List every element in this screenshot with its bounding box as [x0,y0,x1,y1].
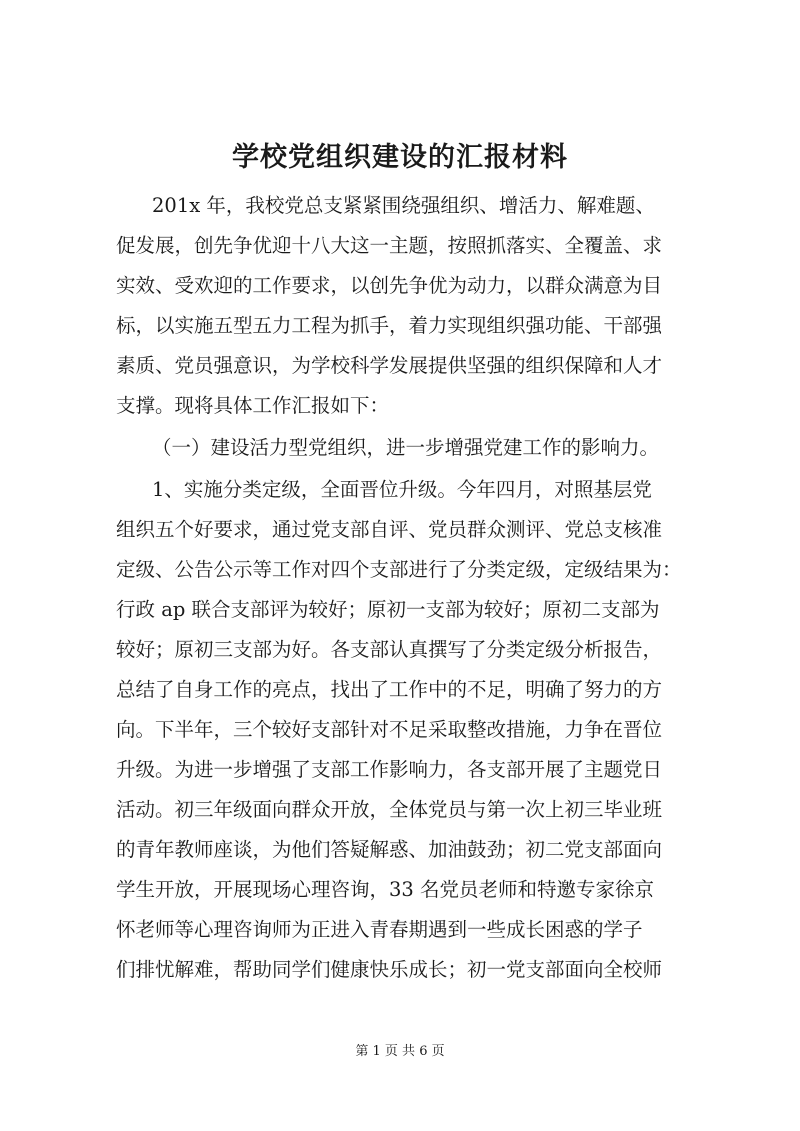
body-line: 支撑。现将具体工作汇报如下： [116,394,390,417]
body-line: 向。下半年，三个较好支部针对不足采取整改措施，力争在晋位 [116,718,663,741]
body-line: 定级、公告公示等工作对四个支部进行了分类定级，定级结果为： [116,558,682,581]
body-line: 活动。初三年级面向群众开放，全体党员与第一次上初三毕业班 [116,798,663,821]
body-line: 较好；原初三支部为好。各支部认真撰写了分类定级分析报告， [116,638,663,661]
page-number: 第 1 页 共 6 页 [355,1044,445,1059]
section-heading: （一）建设活力型党组织，进一步增强党建工作的影响力。 [152,436,660,459]
body-line: 升级。为进一步增强了支部工作影响力，各支部开展了主题党日 [116,758,663,781]
body-line: 们排忧解难，帮助同学们健康快乐成长；初一党支部面向全校师 [116,958,663,981]
body-line: 标，以实施五型五力工程为抓手，着力实现组织强功能、干部强 [116,314,663,337]
body-line: 组织五个好要求，通过党支部自评、党员群众测评、党总支核准 [116,518,663,541]
body-line: 实效、受欢迎的工作要求，以创先争优为动力，以群众满意为目 [116,274,663,297]
body-line: 1、实施分类定级，全面晋位升级。今年四月，对照基层党 [152,478,652,501]
body-line: 学生开放，开展现场心理咨询，33 名党员老师和特邀专家徐京 [116,878,655,901]
body-line: 素质、党员强意识，为学校科学发展提供坚强的组织保障和人才 [116,354,663,377]
document-title: 学校党组织建设的汇报材料 [232,142,568,173]
body-line: 201x 年，我校党总支紧紧围绕强组织、增活力、解难题、 [152,194,655,217]
body-line: 行政 ap 联合支部评为较好；原初一支部为较好；原初二支部为 [116,598,660,621]
body-line: 的青年教师座谈，为他们答疑解惑、加油鼓劲；初二党支部面向 [116,838,663,861]
body-line: 怀老师等心理咨询师为正进入青春期遇到一些成长困惑的学子 [116,918,643,941]
body-line: 促发展，创先争优迎十八大这一主题，按照抓落实、全覆盖、求 [116,234,663,257]
body-line: 总结了自身工作的亮点，找出了工作中的不足，明确了努力的方 [116,678,663,701]
